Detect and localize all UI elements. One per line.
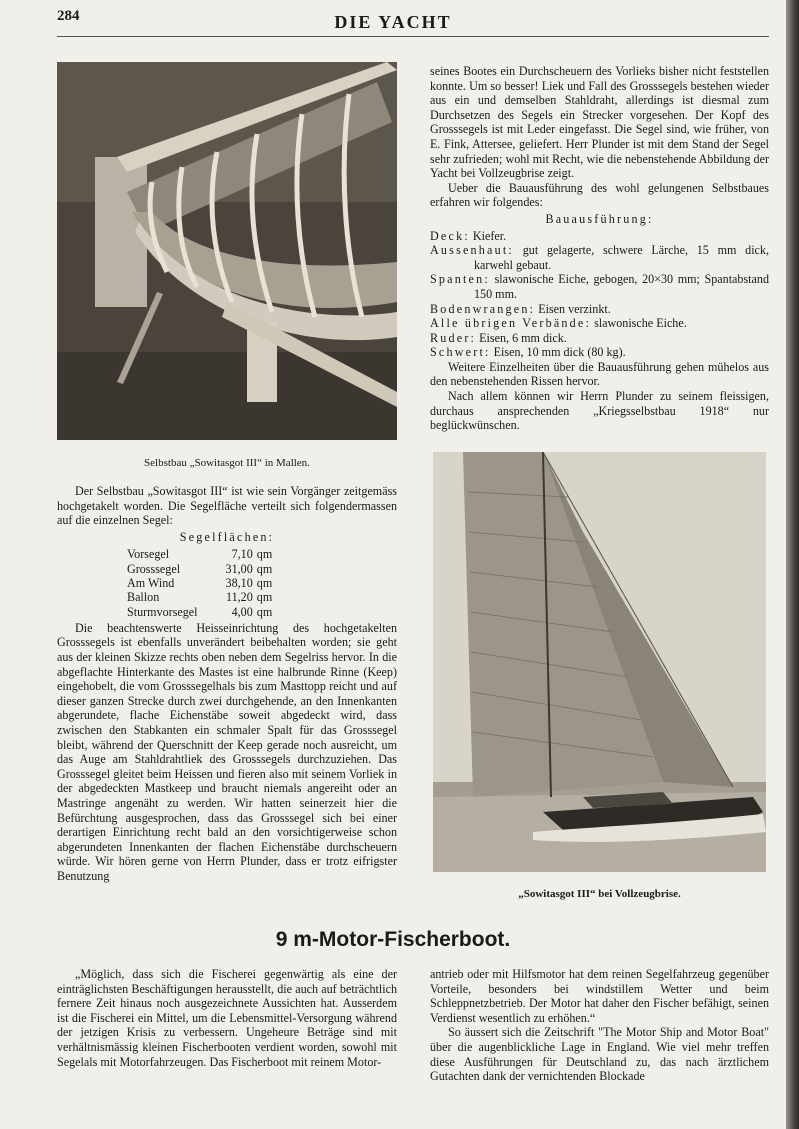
spec-value: Kiefer.	[472, 228, 507, 243]
sail-unit: qm	[256, 604, 273, 619]
paragraph: Ueber die Bauausführung des wohl gelungenen Selbstbaues erfahren wir folgendes:	[430, 180, 769, 210]
paragraph: antrieb oder mit Hilfsmotor hat dem reinen Segelfahrzeug gegenüber Vorteile, besonders bei windstillem Wetter und beim Schleppnetzbetrieb. Der Motor hat daher den Fischer befähigt, seinen Verdienst wesentlich zu erhöhen.“	[430, 967, 769, 1025]
spec-key: Spanten:	[430, 272, 490, 287]
spec-item	[430, 229, 769, 244]
paragraph: „Möglich, dass sich die Fischerei gegenwärtig als eine der einträglichsten Beschäftigungen herausstellt, die auch auf beträchtlich fernere Zeit hinaus noch ausgezeichnete Aussichten hat. Ausserdem ist die Fischerei ein Mittel, um die Lebensmittel-Versorgung während der jetzigen Krisis zu verbessern. Ungeheure Beträge sind mit verhältnismässig kleinen Fischerbooten verdient worden, sowohl mit Segelals mit Motorfahrzeugen. Das Fischerboot mit reinem Motor-	[57, 967, 397, 1069]
sail-value: 31,00	[225, 561, 253, 576]
right-top-column	[430, 64, 769, 433]
photo2-caption: „Sowitasgot III“ bei Vollzeugbrise.	[518, 888, 681, 900]
sail-unit: qm	[256, 590, 273, 605]
photo1-caption: Selbstbau „Sowitasgot III“ in Mallen.	[144, 457, 310, 469]
spec-value: Eisen, 6 mm dick.	[479, 330, 567, 345]
left-column	[57, 484, 397, 884]
sail-unit: qm	[256, 575, 273, 590]
spec-item	[430, 302, 769, 317]
paragraph: Nach allem können wir Herrn Plunder zu seinem fleissigen, durchaus ansprechenden „Kriegsselbstbau 1918“ nur beglückwünschen.	[430, 389, 769, 433]
sail-value: 7,10	[231, 547, 253, 562]
sail-name: Am Wind	[127, 575, 175, 590]
hull-construction-image	[57, 62, 397, 440]
spec-item	[430, 243, 769, 272]
photo-hull-construction	[57, 62, 397, 440]
paragraph: Der Selbstbau „Sowitasgot III“ ist wie sein Vorgänger zeitgemäss hochgetakelt worden. Die Segelfläche verteilt sich folgendermassen auf die einzelnen Segel:	[57, 484, 397, 528]
spec-key: Alle übrigen Verbände:	[430, 316, 592, 331]
spec-key: Schwert:	[430, 345, 491, 360]
spec-key: Aussenhaut:	[430, 243, 514, 258]
table-row	[127, 562, 272, 576]
table-row	[127, 605, 272, 619]
page-edge	[786, 0, 799, 1129]
spec-value: slawonische Eiche, gebogen, 20×30 mm; Spantabstand 150 mm.	[474, 272, 769, 301]
spec-item	[430, 316, 769, 331]
article-heading: 9 m-Motor-Fischerboot.	[275, 928, 511, 951]
spec-item	[430, 345, 769, 360]
sail-unit: qm	[256, 561, 273, 576]
sail-value: 38,10	[225, 575, 253, 590]
section-subheading: Bauausführung:	[545, 211, 654, 226]
spec-value: Eisen verzinkt.	[538, 301, 611, 316]
paragraph: So äussert sich die Zeitschrift "The Motor Ship and Motor Boat" über die augenblickliche Lage in England. Wie viel mehr treffen diese Ausführungen für Deutschland zu, das nach ärztlichem Gutachten dank der vernichtenden Blockade	[430, 1025, 769, 1084]
table-row	[127, 590, 272, 604]
paragraph: seines Bootes ein Durchscheuern des Vorlieks bisher nicht feststellen konnte. Um so besser! Liek und Fall des Grosssegels bestehen wieder aus ein und demselben Stahldraht, allerdings ist diesmal zum Durchsetzen des Segels ein Strecker vorgesehen. Der Kopf des Grosssegels ist mit Leder eingefasst. Die Segel sind, wie früher, von E. Fink, Attersee, geliefert. Herr Plunder ist mit dem Stand der Segel sehr zufrieden; wohl mit Recht, wie die nebenstehende Abbildung der Yacht bei Vollzeugbrise zeigt.	[430, 64, 769, 181]
spec-key: Ruder:	[430, 330, 477, 345]
spec-key: Bodenwrangen:	[430, 301, 536, 316]
paragraph: Weitere Einzelheiten über die Bauausführung gehen mühelos aus den nebenstehenden Rissen hervor.	[430, 359, 769, 389]
spec-value: gut gelagerte, schwere Lärche, 15 mm dick, karwehl gebaut.	[474, 243, 769, 272]
header-rule	[57, 36, 769, 37]
spec-key: Deck:	[430, 228, 470, 243]
yacht-sailing-image	[433, 452, 766, 872]
article2-right-column	[430, 967, 769, 1084]
spec-value: Eisen, 10 mm dick (80 kg).	[493, 345, 626, 360]
sail-area-table	[127, 547, 272, 618]
sail-unit: qm	[256, 547, 273, 562]
spec-item	[430, 331, 769, 346]
sail-name: Vorsegel	[127, 547, 170, 562]
sail-table-heading: Segelflächen:	[179, 529, 275, 544]
page-number: 284	[57, 8, 80, 24]
spec-value: slawonische Eiche.	[594, 316, 687, 331]
running-title: DIE YACHT	[334, 12, 452, 32]
spec-item	[430, 272, 769, 301]
table-row	[127, 547, 272, 561]
table-row	[127, 576, 272, 590]
article2-left-column	[57, 967, 397, 1069]
sail-value: 11,20	[226, 590, 253, 605]
sail-name: Sturmvorsegel	[127, 604, 198, 619]
photo-yacht-sailing	[433, 452, 766, 872]
spec-list	[430, 229, 769, 360]
sail-name: Ballon	[127, 590, 160, 605]
sail-name: Grosssegel	[127, 561, 181, 576]
paragraph: Die beachtenswerte Heisseinrichtung des hochgetakelten Grosssegels ist ebenfalls unverändert beibehalten worden; sie geht aus der kleinen Skizze rechts oben neben dem Segelriss hervor. In die abgeflachte Hinterkante des Mastes ist eine halbrunde Rinne (Keep) eingehobelt, die vom Grosssegelhals bis zum Masttopp reicht und auf dieser ganzen Strecke durch zwei durchgehende, an den Innenkanten abgerundete, flache Eichenstäbe soweit abgedeckt wird, dass zwischen den Stabkanten ein schmaler Spalt für das Grosssegel bleibt, während der Querschnitt der Keep gerade noch ausreicht, um das Auge am Stahldrahtliek des Grosssegels durchzuziehen. Das Grosssegel gleitet beim Heissen und fieren also mit seinem Vorliek in der abgedeckten Mastkeep und braucht niemals angereiht oder an Mastringe angenäht zu werden. Wir hatten seinerzeit hier die Befürchtung ausgesprochen, dass das Grosssegel sich bei einer derartigen Einrichtung recht bald an den vorsichtigerweise schon abgerundeten Innenkanten der flachen Eichenstäbe durchscheuern würde. Wir hören gerne von Herrn Plunder, dass er trotz eifrigster Benutzung	[57, 620, 397, 883]
sail-value: 4,00	[231, 604, 253, 619]
